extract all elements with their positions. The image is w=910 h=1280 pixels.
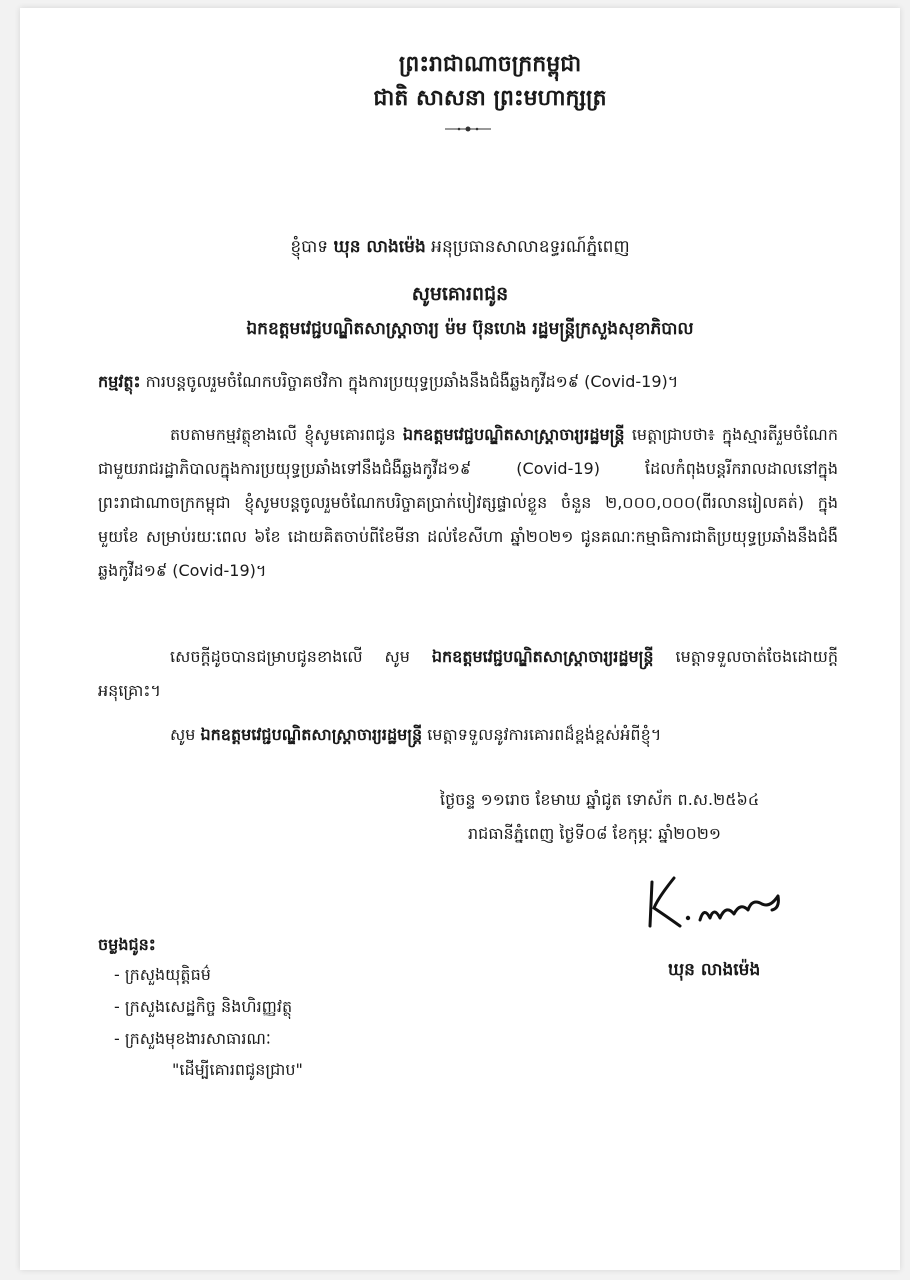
subject-text: ការបន្តចូលរួមចំណែកបរិច្ចាគថវិកា ក្នុងការប្រយុទ្ធប្រឆាំងនឹងជំងឺឆ្លងកូវីដ១៩ (Covid-19)។ (145, 372, 679, 391)
national-motto: ជាតិ សាសនា ព្រះមហាក្សត្រ (373, 86, 607, 111)
subject-label: កម្មវត្ថុះ (98, 372, 141, 391)
letter-page (20, 8, 900, 1270)
sender-name: ឃុន លាងម៉េង (333, 237, 426, 257)
copies-note: "ដើម្បីគោរពជូនជ្រាប" (172, 1060, 303, 1079)
sender-line (180, 235, 740, 259)
sender-title: អនុប្រធានសាលាឧទ្ធរណ៍ភ្នំពេញ (431, 237, 630, 257)
para3-intro: សូម (170, 725, 196, 744)
para2-honorific: ឯកឧត្តមវេជ្ជបណ្ឌិតសាស្ត្រាចារ្យរដ្ឋមន្ត្រី (431, 647, 654, 666)
body-paragraph-3 (98, 718, 838, 752)
para3-body: មេត្តាទទួលនូវការគោរពដ៏ខ្ពង់ខ្ពស់អំពីខ្ញុំ។ (427, 725, 662, 744)
para3-honorific: ឯកឧត្តមវេជ្ជបណ្ឌិតសាស្ត្រាចារ្យរដ្ឋមន្ត្រី (200, 725, 423, 744)
solar-date: រាជធានីភ្នំពេញ ថ្ងៃទី០៨ ខែកុម្ភៈ ឆ្នាំ២០២១ (468, 824, 721, 843)
para1-honorific: ឯកឧត្តមវេជ្ជបណ្ឌិតសាស្ត្រាចារ្យរដ្ឋមន្ត្រី (402, 425, 625, 444)
recipient: ឯកឧត្តមវេជ្ជបណ្ឌិតសាស្ត្រាចារ្យ ម៉ម ប៊ុនហេង រដ្ឋមន្ត្រីក្រសួងសុខាភិបាល (246, 319, 694, 339)
para1-intro: តបតាមកម្មវត្ថុខាងលើ ខ្ញុំសូមគោរពជូន (170, 425, 396, 444)
body-paragraph-2 (98, 640, 838, 708)
salutation: សូមគោរពជូន (411, 283, 509, 305)
sender-prefix: ខ្ញុំបាទ (290, 237, 329, 257)
copies-item: - ក្រសួងយុត្តិធម៌ (114, 965, 211, 984)
kingdom-title: ព្រះរាជាណាចក្រកម្ពុជា (398, 52, 582, 77)
copies-item: - ក្រសួងសេដ្ឋកិច្ច និងហិរញ្ញវត្ថុ (114, 997, 293, 1016)
para2-body: មេត្តាទទួលចាត់ចែងដោយក្តីអនុគ្រោះ។ (98, 647, 838, 700)
body-paragraph-1 (98, 418, 838, 588)
copies-label: ចម្លងជូនះ (98, 935, 156, 954)
ornament-divider-icon (445, 124, 491, 134)
copies-item: - ក្រសួងមុខងារសាធារណៈ (114, 1029, 271, 1048)
subject-line (98, 370, 858, 394)
lunar-date: ថ្ងៃចន្ទ ១១រោច ខែមាឃ ឆ្នាំជូត ទោស័ក ព.ស.២៥៦៤ (440, 790, 760, 809)
para1-body: មេត្តាជ្រាបថា៖ ក្នុងស្មារតីរួមចំណែកជាមួយរាជរដ្ឋាភិបាលក្នុងការប្រយុទ្ធប្រឆាំងទៅនឹងជំងឺឆ្លងកូវីដ១៩ (Covid-19) ដែលកំពុងបន្តរីករាលដាលនៅក្នុងព្រះរាជាណាចក្រកម្ពុជា ខ្ញុំសូមបន្តចូលរួមចំណែកបរិច្ចាគប្រាក់បៀវត្សផ្ទាល់ខ្លួន ចំនួន ២,០០០,០០០(ពីរលានរៀលគត់) ក្នុងមួយខែ សម្រាប់រយៈពេល ៦ខែ ដោយគិតចាប់ពីខែមីនា ដល់ខែសីហា ឆ្នាំ២០២១ ជូនគណៈកម្មាធិការជាតិប្រយុទ្ធប្រឆាំងនឹងជំងឺឆ្លងកូវីដ១៩ (Covid-19)។ (98, 425, 838, 580)
letterhead (300, 48, 680, 116)
para2-intro: សេចក្តីដូចបានជម្រាបជូនខាងលើ សូម (170, 647, 410, 666)
signatory-name: ឃុន លាងម៉េង (668, 960, 761, 980)
handwritten-signature (640, 868, 790, 938)
